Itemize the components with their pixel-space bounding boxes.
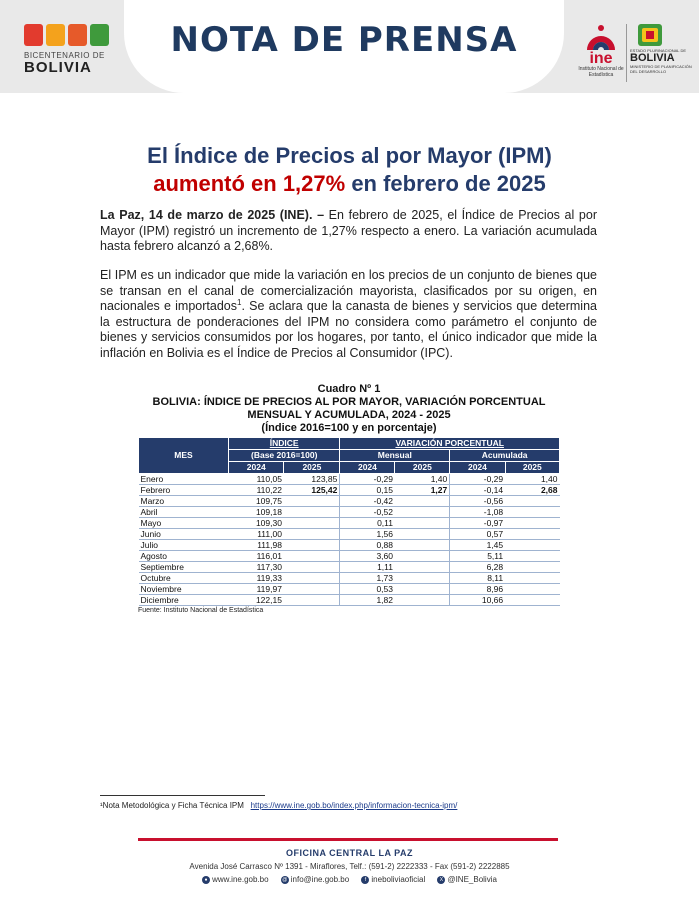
- header-mes: MES: [139, 438, 229, 474]
- table-cell-i24: 109,18: [229, 507, 284, 518]
- table-cell-mes: Octubre: [139, 573, 229, 584]
- table-cell-i24: 111,00: [229, 529, 284, 540]
- title-highlight: aumentó en 1,27%: [153, 171, 346, 196]
- footer-contacts: [0, 875, 699, 884]
- table-body: [139, 474, 560, 606]
- table-cell-a24: -1,08: [450, 507, 505, 518]
- state-ministry-text: MINISTERIO DE PLANIFICACIÓN DEL DESARROLLO: [630, 64, 692, 74]
- footer-x[interactable]: [437, 875, 496, 884]
- state-small-text: ESTADO PLURINACIONAL DE: [630, 48, 687, 53]
- table-cell-m25: [395, 573, 450, 584]
- paragraph-1-body: En febrero de 2025, el Índice de Precios al por Mayor (IPM) registró un incremento de 1,27% respecto a enero. La variación acumulada hasta febrero alcanzó a 2,68%.: [100, 208, 597, 254]
- title-line-2-rest: en febrero de 2025: [345, 171, 546, 196]
- header-year: 2024: [450, 462, 505, 474]
- table-cell-i24: 110,05: [229, 474, 284, 485]
- table-cell-i25: 125,42: [284, 485, 340, 496]
- table-row: [139, 540, 560, 551]
- bicentenario-logo: [24, 24, 114, 76]
- table-cell-m25: 1,27: [395, 485, 450, 496]
- table-cell-a24: -0,14: [450, 485, 505, 496]
- table-cell-i25: [284, 529, 340, 540]
- footer-divider: [138, 838, 558, 841]
- footer-facebook-text: ineboliviaoficial: [371, 875, 426, 884]
- table-cell-m25: [395, 595, 450, 606]
- table-source: Fuente: Instituto Nacional de Estadística: [138, 607, 264, 614]
- paragraph-2-before: El IPM es un indicador que mide la variación en los precios de un conjunto de bienes que se transan en el canal de comercialización mayorista, clasificados por su origen, en nacionales e importados: [100, 268, 597, 314]
- table-cell-i25: [284, 562, 340, 573]
- header-title: NOTA DE PRENSA: [170, 20, 518, 60]
- table-cell-a25: [505, 529, 559, 540]
- table-cell-m24: 0,15: [340, 485, 395, 496]
- table-cell-mes: Febrero: [139, 485, 229, 496]
- footer-email[interactable]: [281, 875, 349, 884]
- table-cell-mes: Mayo: [139, 518, 229, 529]
- table-cell-a25: [505, 540, 559, 551]
- table-row: [139, 485, 560, 496]
- table-cell-mes: Julio: [139, 540, 229, 551]
- table-cell-a25: [505, 496, 559, 507]
- table-caption-units: (Índice 2016=100 y en porcentaje): [261, 422, 437, 434]
- header-year: 2024: [229, 462, 284, 474]
- footnote-ref: 1: [236, 298, 242, 308]
- bicentenario-icon-4: [90, 24, 109, 46]
- table-cell-a25: [505, 595, 559, 606]
- table-cell-mes: Diciembre: [139, 595, 229, 606]
- table-cell-m25: [395, 540, 450, 551]
- paragraph-2-after: . Se aclara que la canasta de bienes y servicios que determina la estructura de ponderaciones del IPM no considera como parámetro el conjunto de bienes y servicios consumidos por los hogares, por tanto, el único indicador que mide la inflación en Bolivia es el Índice de Precios al Consumidor (IPC).: [100, 299, 597, 360]
- table-cell-m25: [395, 507, 450, 518]
- table-cell-m25: [395, 529, 450, 540]
- table-row: [139, 595, 560, 606]
- table-cell-i24: 109,75: [229, 496, 284, 507]
- header-mensual: Mensual: [340, 450, 450, 462]
- table-cell-a25: [505, 562, 559, 573]
- table-cell-mes: Septiembre: [139, 562, 229, 573]
- table-cell-a24: 10,66: [450, 595, 505, 606]
- footer-web-text: www.ine.gob.bo: [212, 875, 269, 884]
- footer-facebook[interactable]: [361, 875, 425, 884]
- table-cell-a24: 6,28: [450, 562, 505, 573]
- table-cell-i24: 119,33: [229, 573, 284, 584]
- table-cell-i25: 123,85: [284, 474, 340, 485]
- footnote-divider: [100, 795, 265, 796]
- table-cell-m24: 1,82: [340, 595, 395, 606]
- table-cell-mes: Abril: [139, 507, 229, 518]
- table-cell-m24: 1,73: [340, 573, 395, 584]
- table-cell-m24: 3,60: [340, 551, 395, 562]
- table-cell-m25: [395, 496, 450, 507]
- header-year: 2024: [340, 462, 395, 474]
- email-icon: @: [282, 876, 288, 883]
- bicentenario-icon-2: [46, 24, 65, 46]
- table-cell-mes: Marzo: [139, 496, 229, 507]
- footer-x-text: @INE_Bolivia: [447, 875, 497, 884]
- table-cell-m24: -0,52: [340, 507, 395, 518]
- table-cell-a25: [505, 584, 559, 595]
- footer-office: OFICINA CENTRAL LA PAZ: [286, 848, 413, 858]
- table-cell-a24: 8,96: [450, 584, 505, 595]
- table-cell-m25: [395, 551, 450, 562]
- table-cell-i25: [284, 595, 340, 606]
- table-cell-mes: Agosto: [139, 551, 229, 562]
- table-cell-i25: [284, 496, 340, 507]
- page-header: [0, 0, 699, 93]
- footer-web[interactable]: [202, 875, 268, 884]
- table-cell-i24: 111,98: [229, 540, 284, 551]
- ine-mark-icon: [581, 20, 621, 52]
- bicentenario-icons: [24, 24, 114, 46]
- table-cell-a25: 1,40: [505, 474, 559, 485]
- header-year: 2025: [284, 462, 340, 474]
- table-cell-i25: [284, 518, 340, 529]
- table-cell-m24: 1,11: [340, 562, 395, 573]
- table-cell-a24: 1,45: [450, 540, 505, 551]
- table-cell-i24: 122,15: [229, 595, 284, 606]
- footer-address: Avenida José Carrasco Nº 1391 - Miraflores, Telf.: (591-2) 2222333 - Fax (591-2) 2222885: [189, 862, 510, 871]
- ine-logo: [578, 20, 624, 78]
- table-caption-title: BOLIVIA: ÍNDICE DE PRECIOS AL POR MAYOR, VARIACIÓN PORCENTUAL: [152, 396, 546, 408]
- table-cell-i24: 117,30: [229, 562, 284, 573]
- header-divider: [626, 24, 627, 82]
- header-year: 2025: [505, 462, 559, 474]
- table-cell-i25: [284, 540, 340, 551]
- table-cell-i24: 119,97: [229, 584, 284, 595]
- table-cell-a24: -0,56: [450, 496, 505, 507]
- table-cell-mes: Noviembre: [139, 584, 229, 595]
- table-cell-a25: [505, 518, 559, 529]
- table-cell-m24: 0,11: [340, 518, 395, 529]
- table-cell-mes: Enero: [139, 474, 229, 485]
- table-row: [139, 551, 560, 562]
- table-cell-a24: -0,97: [450, 518, 505, 529]
- table-row: [139, 529, 560, 540]
- footer-email-text: info@ine.gob.bo: [290, 875, 350, 884]
- header-year: 2025: [395, 462, 450, 474]
- paragraph-1-lead: La Paz, 14 de marzo de 2025 (INE). –: [100, 208, 325, 222]
- table-cell-mes: Junio: [139, 529, 229, 540]
- table-row: [139, 474, 560, 485]
- bicentenario-icon-1: [24, 24, 43, 46]
- table-cell-i25: [284, 573, 340, 584]
- table-cell-m24: 0,53: [340, 584, 395, 595]
- paragraph-1: [100, 208, 597, 255]
- bicentenario-icon-3: [68, 24, 87, 46]
- table-cell-a24: -0,29: [450, 474, 505, 485]
- table-cell-m25: [395, 562, 450, 573]
- table-cell-m24: 0,88: [340, 540, 395, 551]
- table-row: [139, 518, 560, 529]
- table-row: [139, 573, 560, 584]
- table-cell-m25: [395, 584, 450, 595]
- table-cell-a25: [505, 573, 559, 584]
- footnote-text: ¹Nota Metodológica y Ficha Técnica IPM: [100, 801, 244, 810]
- table-row: [139, 496, 560, 507]
- table-caption-number: Cuadro Nº 1: [317, 383, 381, 395]
- ipm-table: [138, 437, 560, 606]
- ine-name: ine: [589, 50, 613, 67]
- title-line-2: [100, 170, 599, 198]
- bicentenario-text-top: BICENTENARIO DE: [24, 51, 105, 60]
- table-row: [139, 507, 560, 518]
- table-cell-m24: -0,29: [340, 474, 395, 485]
- table-cell-m24: -0,42: [340, 496, 395, 507]
- facebook-icon: f: [361, 876, 369, 884]
- table-cell-m25: 1,40: [395, 474, 450, 485]
- state-big-text: BOLIVIA: [630, 52, 675, 64]
- x-icon: X: [437, 876, 445, 884]
- bicentenario-text-bottom: BOLIVIA: [24, 59, 92, 76]
- ine-subtitle: Instituto Nacional de Estadística: [578, 66, 624, 78]
- globe-icon: ●: [202, 876, 210, 884]
- header-indice: ÍNDICE: [229, 438, 340, 450]
- table-cell-m25: [395, 518, 450, 529]
- footnote-link[interactable]: https://www.ine.gob.bo/index.php/informacion-tecnica-ipm/: [250, 801, 458, 810]
- title-line-1: El Índice de Precios al por Mayor (IPM): [147, 143, 552, 168]
- table-cell-i25: [284, 507, 340, 518]
- table-cell-i25: [284, 551, 340, 562]
- table-cell-i24: 110,22: [229, 485, 284, 496]
- table-cell-m24: 1,56: [340, 529, 395, 540]
- press-title: [100, 142, 599, 198]
- header-acumulada: Acumulada: [450, 450, 560, 462]
- state-seal-icon: [636, 22, 664, 48]
- table-cell-a25: 2,68: [505, 485, 559, 496]
- table-cell-i24: 116,01: [229, 551, 284, 562]
- table-cell-i24: 109,30: [229, 518, 284, 529]
- table-cell-a24: 8,11: [450, 573, 505, 584]
- table-cell-a25: [505, 507, 559, 518]
- paragraph-2: [100, 268, 597, 362]
- table-row: [139, 584, 560, 595]
- header-base: (Base 2016=100): [229, 450, 340, 462]
- table-cell-a25: [505, 551, 559, 562]
- footnote: [100, 801, 457, 810]
- state-logo: [630, 22, 694, 74]
- table-cell-i25: [284, 584, 340, 595]
- table-cell-a24: 0,57: [450, 529, 505, 540]
- table-row: [139, 562, 560, 573]
- header-variacion: VARIACIÓN PORCENTUAL: [340, 438, 560, 450]
- table-caption-subtitle: MENSUAL Y ACUMULADA, 2024 - 2025: [247, 409, 451, 421]
- table-cell-a24: 5,11: [450, 551, 505, 562]
